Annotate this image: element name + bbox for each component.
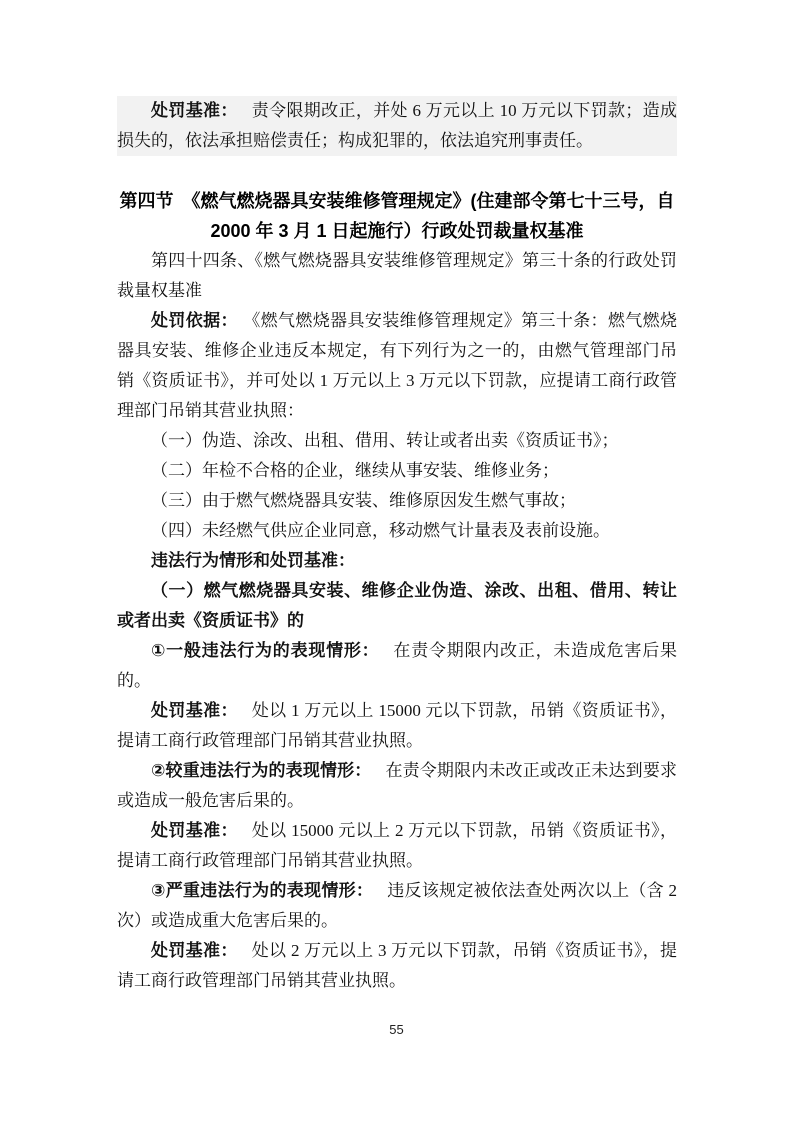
situations-title: 违法行为情形和处罚基准：: [151, 551, 355, 570]
level-1-penalty-text: 处以 1 万元以上 15000 元以下罚款，吊销《资质证书》，提请工商行政管理部门吊销其营业执照。: [117, 701, 678, 750]
list-item-2: （二）年检不合格的企业，继续从事安装、维修业务；: [151, 461, 559, 480]
level-3-penalty-text: 处以 2 万元以上 3 万元以下罚款，吊销《资质证书》，提请工商行政管理部门吊销其营业执照。: [117, 941, 678, 990]
penalty-basis-label: 处罚依据：: [151, 311, 238, 330]
level-2-penalty-text: 处以 15000 元以上 2 万元以下罚款，吊销《资质证书》，提请工商行政管理部门吊销其营业执照。: [117, 821, 678, 870]
list-item-3: （三）由于燃气燃烧器具安装、维修原因发生燃气事故；: [151, 491, 576, 510]
violation-category-paragraph: （一）燃气燃烧器具安装、维修企业伪造、涂改、出租、借用、转让或者出卖《资质证书》的: [117, 581, 677, 630]
level-1-penalty-label: 处罚基准：: [151, 701, 238, 720]
level-2-situation-text: 在责令期限内未改正或改正未达到要求或造成一般危害后果的。: [117, 761, 677, 810]
level-1-situation-label: ①一般违法行为的表现情形：: [151, 641, 380, 660]
level-1-situation-text: 在责令期限内改正，未造成危害后果的。: [117, 641, 677, 690]
list-item-1: （一）伪造、涂改、出租、借用、转让或者出卖《资质证书》；: [151, 431, 619, 450]
list-item-4: （四）未经燃气供应企业同意，移动燃气计量表及表前设施。: [151, 521, 610, 540]
level-1-situation-paragraph: [117, 636, 677, 696]
page-number: 55: [389, 1022, 404, 1037]
level-2-situation-paragraph: [117, 756, 677, 816]
level-1-penalty-paragraph: [117, 696, 677, 756]
level-2-situation-label: ②较重违法行为的表现情形：: [151, 761, 372, 780]
penalty-standard-text: 责令限期改正，并处 6 万元以上 10 万元以下罚款；造成损失的，依法承担赔偿责任；构成犯罪的，依法追究刑事责任。: [117, 101, 677, 150]
level-3-situation-paragraph: [117, 876, 677, 936]
level-2-penalty-label: 处罚基准：: [151, 821, 238, 840]
article-reference-paragraph: 第四十四条、《燃气燃烧器具安装维修管理规定》第三十条的行政处罚裁量权基准: [117, 251, 677, 300]
intro-penalty-paragraph: [117, 96, 677, 156]
level-3-situation-text: 违反该规定被依法查处两次以上（含 2 次）或造成重大危害后果的。: [117, 881, 677, 930]
penalty-standard-label: 处罚基准：: [151, 101, 238, 120]
document-content: [117, 96, 677, 996]
level-3-penalty-paragraph: [117, 936, 677, 996]
penalty-basis-paragraph: [117, 306, 677, 426]
penalty-basis-text: 《燃气燃烧器具安装维修管理规定》第三十条：燃气燃烧器具安装、维修企业违反本规定，有下列行为之一的，由燃气管理部门吊销《资质证书》，并可处以 1 万元以上 3 万元以下罚款，应提请工商行政管理部门吊销其营业执照：: [117, 311, 678, 420]
section-heading: 第四节 《燃气燃烧器具安装维修管理规定》(住建部令第七十三号，自 2000 年 3 月 1 日起施行）行政处罚裁量权基准: [119, 191, 675, 241]
level-3-situation-label: ③严重违法行为的表现情形：: [151, 881, 374, 900]
level-3-penalty-label: 处罚基准：: [151, 941, 238, 960]
level-2-penalty-paragraph: [117, 816, 677, 876]
